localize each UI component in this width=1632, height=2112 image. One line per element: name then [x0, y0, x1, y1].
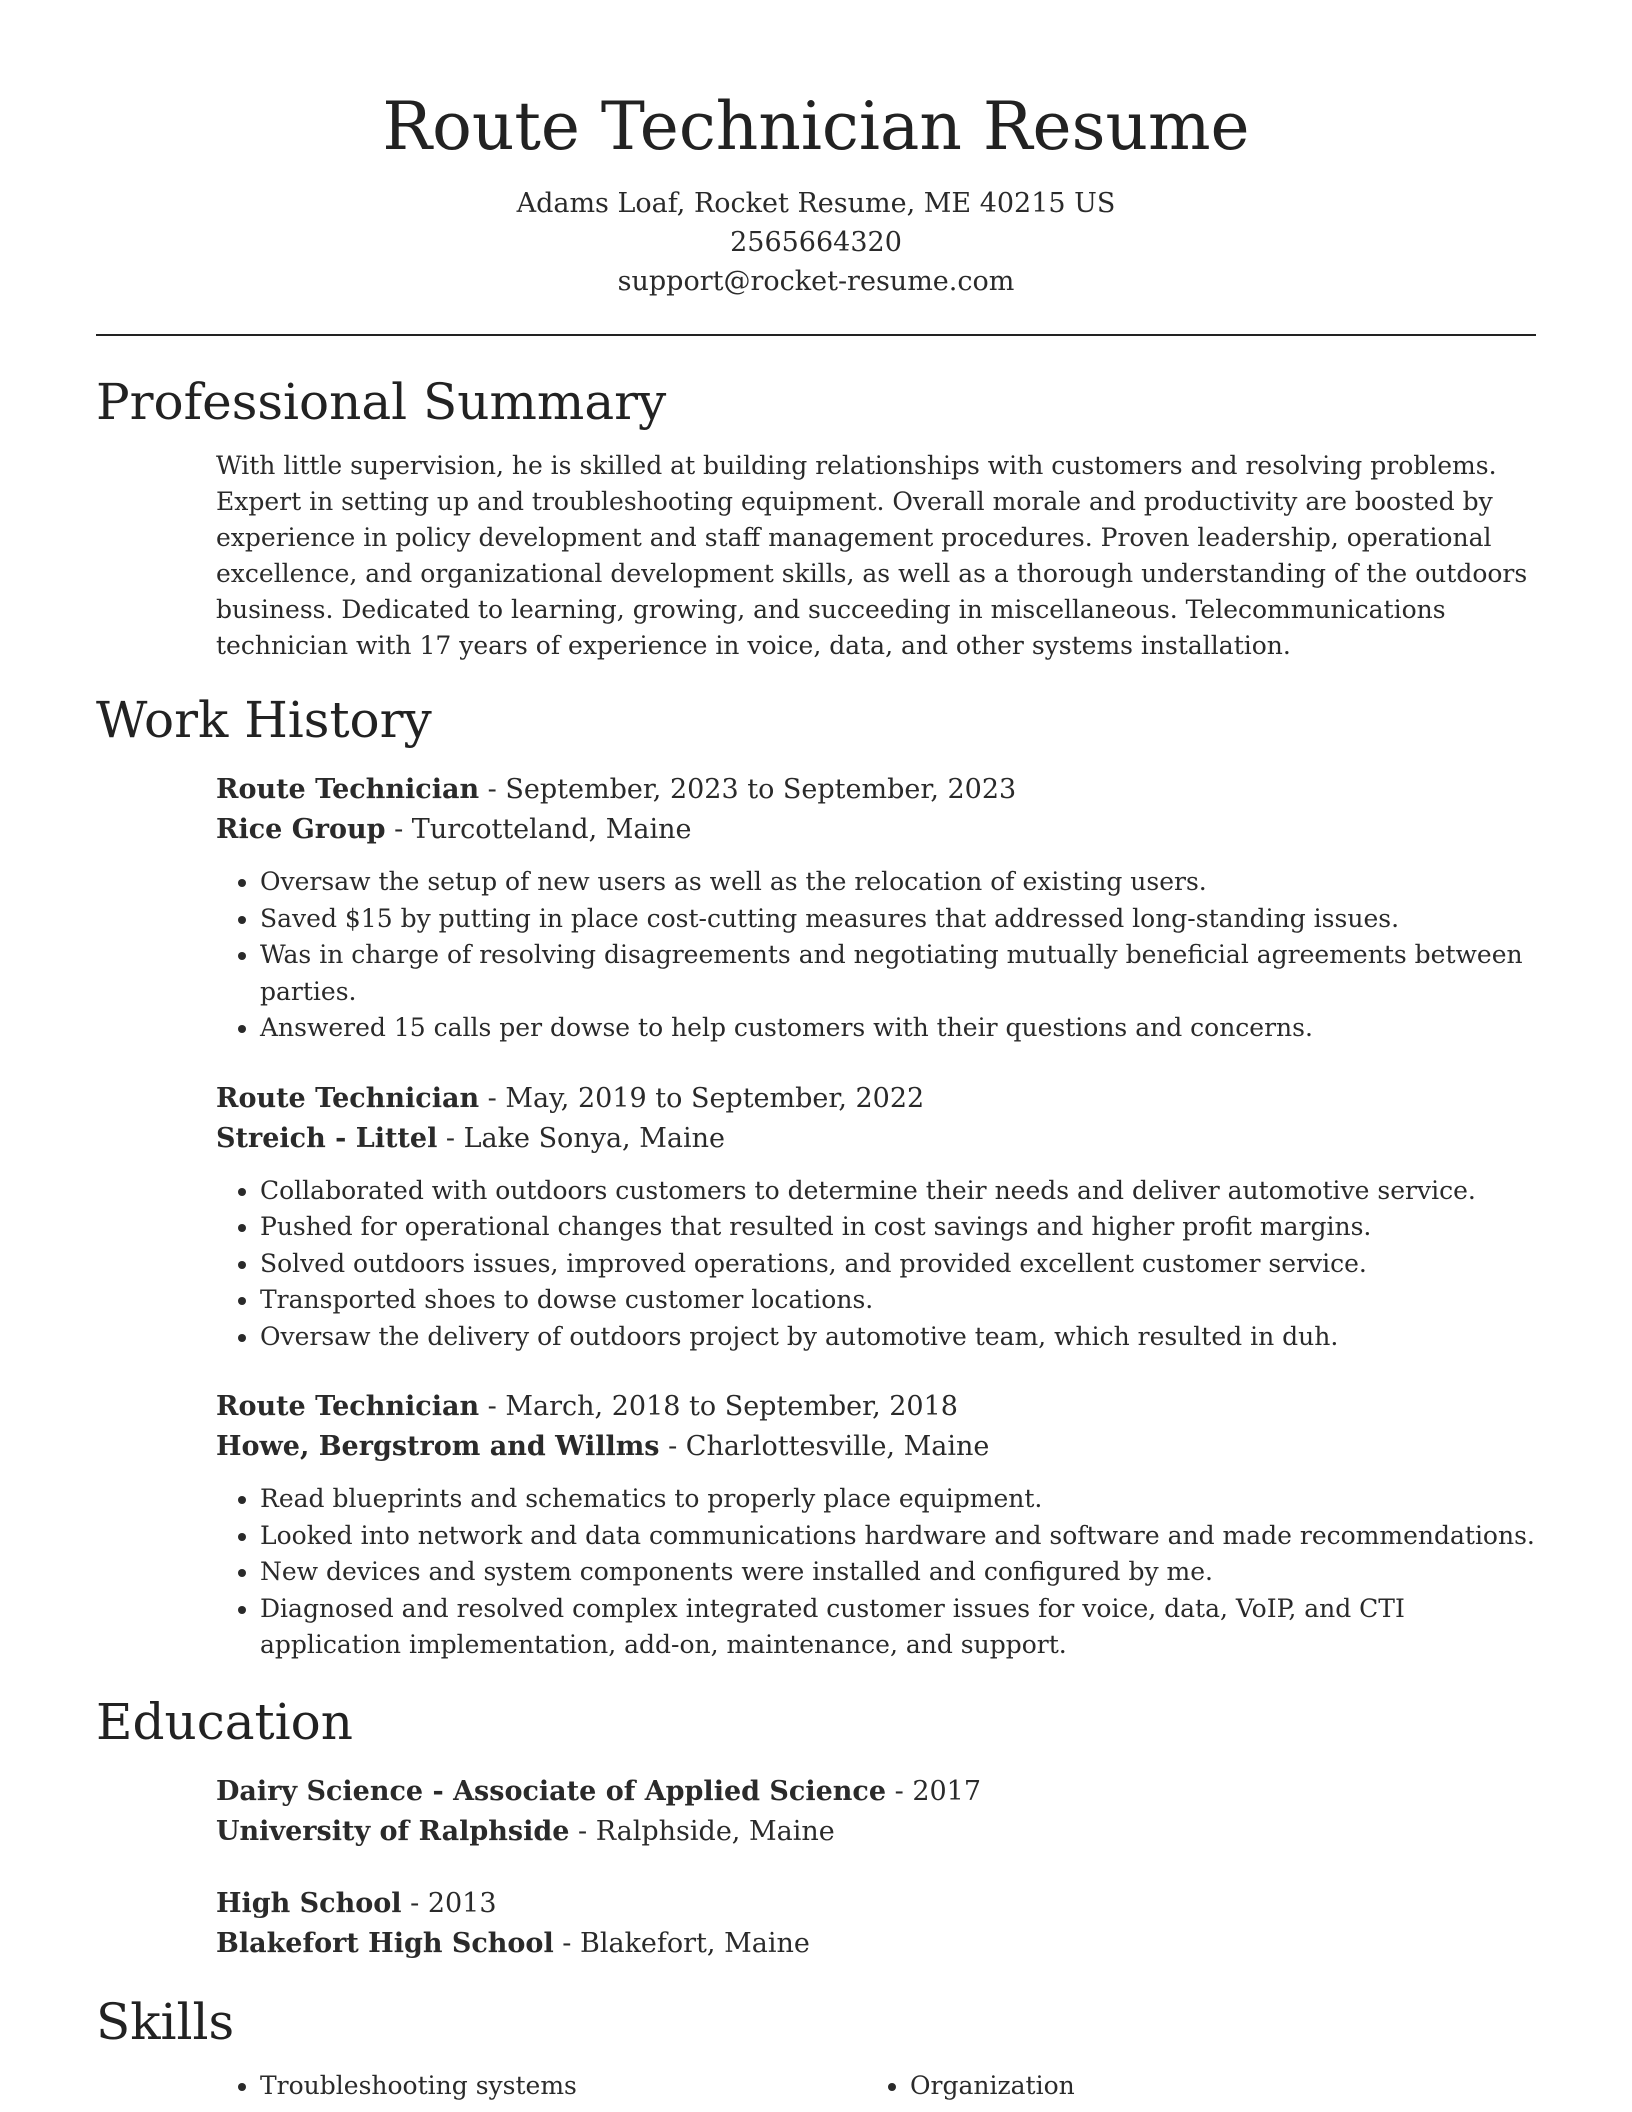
degree-year: - 2013 — [401, 1887, 497, 1919]
job-bullet: • Read blueprints and schematics to properly place equipment. — [260, 1481, 1536, 1518]
job-company: Rice Group — [216, 814, 386, 845]
resume-header — [96, 0, 1536, 301]
job-dates: - May, 2019 to September, 2022 — [479, 1082, 925, 1114]
job-company: Howe, Bergstrom and Willms — [216, 1431, 660, 1462]
job-bullet: • Oversaw the setup of new users as well as the relocation of existing users. — [260, 864, 1536, 901]
summary-heading: Professional Summary — [96, 373, 667, 431]
job-entry — [216, 1387, 1536, 1664]
job-dates: - March, 2018 to September, 2018 — [479, 1391, 958, 1422]
header-divider — [96, 334, 1536, 336]
degree-line — [216, 1772, 1536, 1812]
job-bullets — [216, 864, 1536, 1047]
contact-block — [96, 184, 1536, 301]
job-title-line — [216, 1387, 1536, 1427]
job-location: - Turcotteland, Maine — [385, 814, 692, 845]
school-name: Blakefort High School — [216, 1927, 554, 1959]
job-title: Route Technician — [216, 1082, 480, 1114]
resume-title: Route Technician Resume — [382, 88, 1250, 165]
contact-email: support@rocket-resume.com — [617, 266, 1015, 297]
job-location: - Charlottesville, Maine — [659, 1431, 990, 1462]
summary-text: With little supervision, he is skilled at building relationships with customers and resolving problems. Expert in setting up and troubleshooting equipment. Overall morale and productivity are boosted by experience in policy development and staff management procedures. Proven leadership, operational excellence, and organizational development skills, as well as a thorough understanding of the outdoors business. Dedicated to learning, growing, and succeeding in miscellaneous. Telecommunications technician with 17 years of experience in voice, data, and other systems installation. — [216, 451, 1528, 660]
skill-item: • Troubleshooting systems — [260, 2068, 866, 2105]
job-company-line — [216, 810, 1536, 850]
degree-line — [216, 1884, 1536, 1924]
school-line — [216, 1812, 1536, 1852]
education-entry — [216, 1884, 1536, 1964]
skills-section — [96, 1990, 1536, 2105]
job-title: Route Technician — [216, 774, 480, 805]
skills-grid — [216, 2068, 1536, 2105]
job-company: Streich - Littel — [216, 1122, 438, 1154]
skills-heading: Skills — [96, 1992, 235, 2051]
job-dates: - September, 2023 to September, 2023 — [479, 774, 1017, 805]
job-bullet: • Was in charge of resolving disagreements and negotiating mutually beneficial agreements between parties. — [260, 937, 1536, 1010]
work-history-heading: Work History — [96, 691, 432, 749]
education-section — [96, 1690, 1536, 1964]
work-history-section — [96, 688, 1536, 1664]
job-bullets — [216, 1173, 1536, 1356]
skill-item: • Organization — [910, 2068, 1516, 2105]
job-bullet: • Saved $15 by putting in place cost-cutting measures that addressed long-standing issues. — [260, 901, 1536, 938]
contact-phone: 2565664320 — [730, 227, 902, 258]
job-bullet: • Pushed for operational changes that resulted in cost savings and higher profit margins. — [260, 1209, 1536, 1246]
degree-year: - 2017 — [886, 1775, 982, 1807]
school-location: - Blakefort, Maine — [553, 1927, 810, 1959]
job-bullet: • Diagnosed and resolved complex integrated customer issues for voice, data, VoIP, and CTI application implementation, add-on, maintenance, and support. — [260, 1591, 1536, 1664]
education-entry — [216, 1772, 1536, 1852]
school-location: - Ralphside, Maine — [569, 1815, 835, 1847]
job-bullet: • Looked into network and data communications hardware and software and made recommendations. — [260, 1518, 1536, 1555]
job-entry — [216, 1079, 1536, 1356]
job-title: Route Technician — [216, 1391, 480, 1422]
job-bullet: • New devices and system components were installed and configured by me. — [260, 1554, 1536, 1591]
degree: Dairy Science - Associate of Applied Science — [216, 1775, 887, 1807]
job-bullet: • Oversaw the delivery of outdoors project by automotive team, which resulted in duh. — [260, 1319, 1536, 1356]
contact-address: Adams Loaf, Rocket Resume, ME 40215 US — [516, 188, 1116, 219]
job-bullet: • Collaborated with outdoors customers to determine their needs and deliver automotive service. — [260, 1173, 1536, 1210]
job-title-line — [216, 1079, 1536, 1119]
job-bullet: • Transported shoes to dowse customer locations. — [260, 1282, 1536, 1319]
job-company-line — [216, 1427, 1536, 1467]
job-bullet: • Solved outdoors issues, improved operations, and provided excellent customer service. — [260, 1246, 1536, 1283]
skills-column-left — [216, 2068, 866, 2105]
resume-page — [96, 0, 1536, 2104]
degree: High School — [216, 1887, 402, 1919]
job-bullet: • Answered 15 calls per dowse to help customers with their questions and concerns. — [260, 1010, 1536, 1047]
education-heading: Education — [96, 1692, 353, 1751]
skills-column-right — [866, 2068, 1516, 2105]
job-entry — [216, 770, 1536, 1047]
job-location: - Lake Sonya, Maine — [437, 1122, 725, 1154]
summary-section — [96, 370, 1536, 664]
job-company-line — [216, 1119, 1536, 1159]
job-bullets — [216, 1481, 1536, 1664]
job-title-line — [216, 770, 1536, 810]
school-line — [216, 1924, 1536, 1964]
school-name: University of Ralphside — [216, 1815, 570, 1847]
